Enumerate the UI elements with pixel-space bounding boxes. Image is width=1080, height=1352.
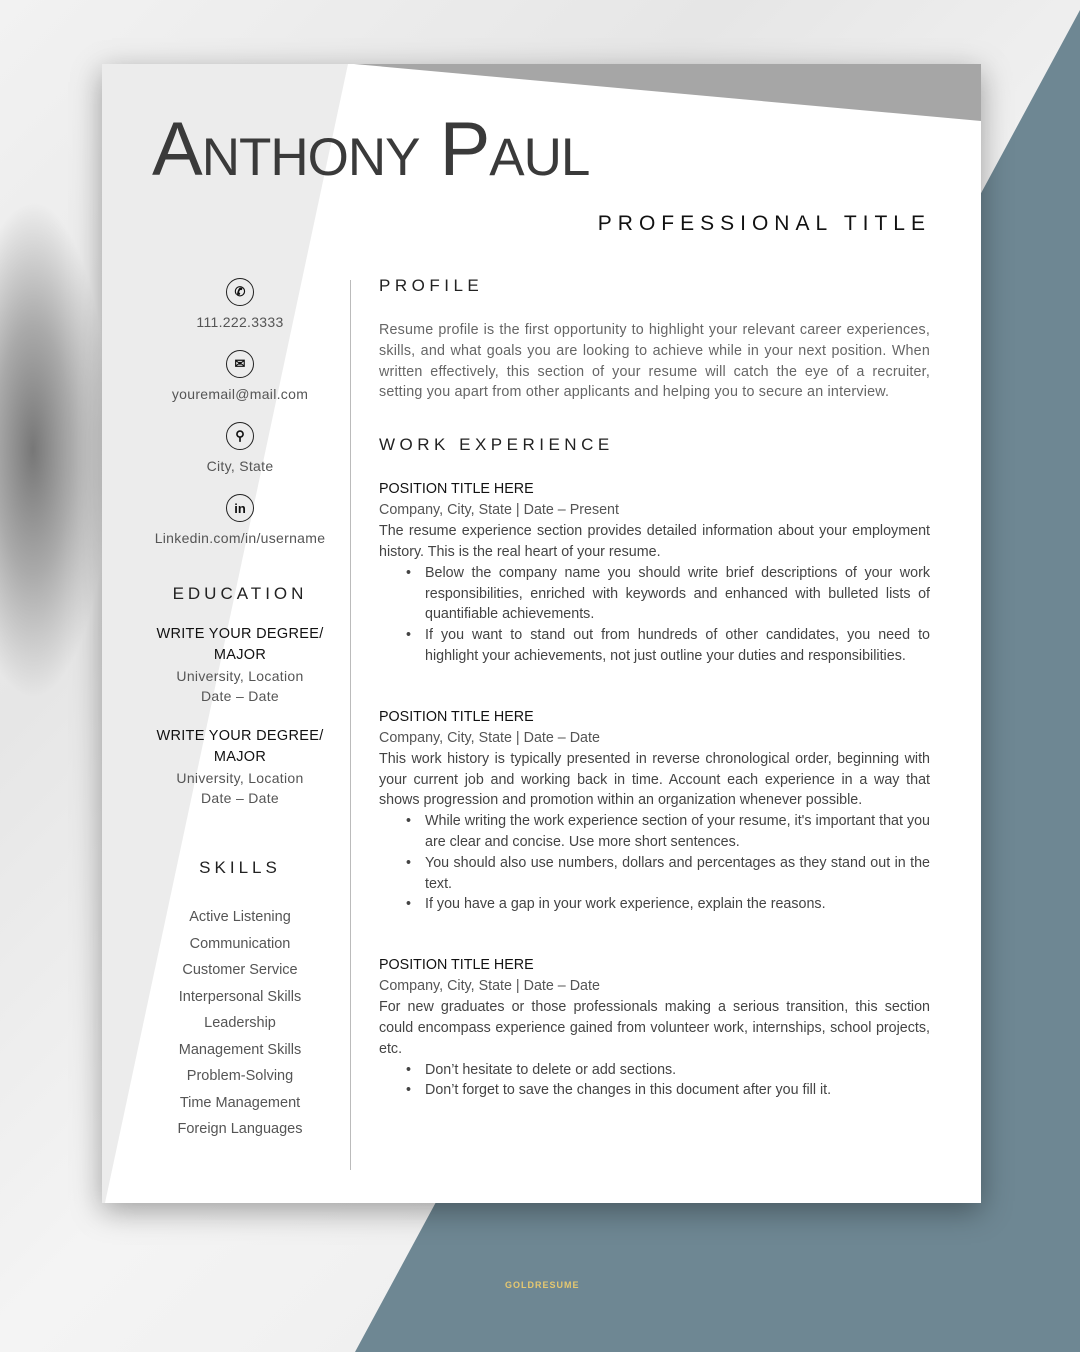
skill-item: Interpersonal Skills: [178, 988, 302, 1005]
job-bullet: • Below the company name you should write brief descriptions of your work responsibilities, enriched with keywords and enhanced with bulleted lists of quantifiable achievements.: [425, 563, 930, 625]
profile-heading: PROFILE: [379, 276, 484, 295]
school: University, Location: [176, 770, 304, 786]
candidate-name: Anthony Paul: [152, 107, 590, 192]
job-bullets: [379, 811, 930, 915]
skill-item: Customer Service: [182, 962, 298, 978]
job-company: Company, City, State | Date – Date: [379, 729, 600, 746]
skill-item: Management Skills: [178, 1041, 302, 1058]
job-bullet: • If you have a gap in your work experience, explain the reasons.: [425, 894, 930, 915]
skill-item: Communication: [189, 935, 291, 952]
profile-text: Resume profile is the first opportunity to highlight your relevant career experiences, skills, and what goals you are looking to achieve while in your next position. When written effectively, this section of your resume will catch the eye of a recruiter, setting you apart from other applicants and helping you to secure an interview.: [379, 322, 930, 401]
contact-item: [140, 494, 340, 548]
location-pin-icon: ⚲: [226, 422, 254, 450]
skill-item: Active Listening: [189, 909, 291, 925]
job-title: POSITION TITLE HERE: [379, 957, 534, 974]
contact-item: [140, 422, 340, 476]
contact-item: [140, 278, 340, 332]
education-item: [140, 726, 340, 808]
job-company: Company, City, State | Date – Present: [379, 502, 619, 519]
skill-item: Problem-Solving: [186, 1068, 294, 1084]
education-list: [140, 624, 340, 808]
job-entry: [379, 955, 930, 1101]
column-divider: [350, 280, 351, 1170]
degree: WRITE YOUR DEGREE/ MAJOR: [156, 728, 324, 765]
job-bullet: • If you want to stand out from hundreds of other candidates, you need to highlight your achievements, not just outline your duties and responsibilities.: [425, 625, 930, 667]
job-bullets: [379, 1060, 930, 1102]
skill-item: Time Management: [179, 1094, 301, 1111]
marble-background: [0, 200, 110, 700]
skills-list: [140, 904, 340, 1143]
linkedin-icon: in: [226, 494, 254, 522]
education-item: [140, 624, 340, 706]
skills-heading: SKILLS: [199, 858, 281, 877]
job-list: [379, 479, 930, 1101]
skill-item: Leadership: [204, 1015, 276, 1031]
contact-list: [140, 278, 340, 548]
resume-page: [102, 64, 981, 1203]
job-entry: [379, 479, 930, 667]
contact-item: [140, 350, 340, 404]
mail-icon: ✉: [226, 350, 254, 378]
right-column: [379, 276, 930, 1141]
job-bullet: • You should also use numbers, dollars and percentages as they stand out in the text.: [425, 853, 930, 895]
contact-text: Linkedin.com/in/username: [154, 530, 326, 546]
phone-icon: ✆: [226, 278, 254, 306]
school: University, Location: [176, 668, 304, 684]
contact-text: City, State: [206, 458, 274, 474]
experience-heading: WORK EXPERIENCE: [379, 435, 614, 455]
left-column: [140, 278, 340, 1143]
job-bullets: [379, 563, 930, 667]
job-bullet: • Don’t hesitate to delete or add sections.: [425, 1060, 930, 1081]
job-title: POSITION TITLE HERE: [379, 708, 534, 725]
contact-text: 111.222.3333: [196, 314, 284, 330]
contact-text: youremail@mail.com: [171, 386, 309, 402]
job-company: Company, City, State | Date – Date: [379, 978, 600, 995]
job-title: POSITION TITLE HERE: [379, 481, 534, 498]
degree: WRITE YOUR DEGREE/ MAJOR: [156, 626, 324, 663]
skill-item: Foreign Languages: [177, 1121, 303, 1137]
job-description: This work history is typically presented in reverse chronological order, beginning with your current job and working back in time. Account each experience in a way that shows progression and promotion within an organization whenever possible.: [379, 750, 930, 809]
education-heading: EDUCATION: [172, 584, 308, 603]
job-description: For new graduates or those professionals making a serious transition, this section could encompass experience gained from volunteer work, internships, school projects, etc.: [379, 999, 930, 1057]
job-description: The resume experience section provides detailed information about your employment history. This is the real heart of your resume.: [379, 523, 930, 560]
date-range: Date – Date: [200, 688, 279, 704]
job-bullet: • Don’t forget to save the changes in this document after you fill it.: [425, 1080, 930, 1101]
brand-logo: GOLDRESUME: [505, 1280, 580, 1290]
date-range: Date – Date: [200, 790, 279, 806]
job-entry: [379, 707, 930, 915]
professional-title: PROFESSIONAL TITLE: [597, 212, 931, 235]
job-bullet: • While writing the work experience section of your resume, it's important that you are clear and concise. Use more short sentences.: [425, 811, 930, 853]
